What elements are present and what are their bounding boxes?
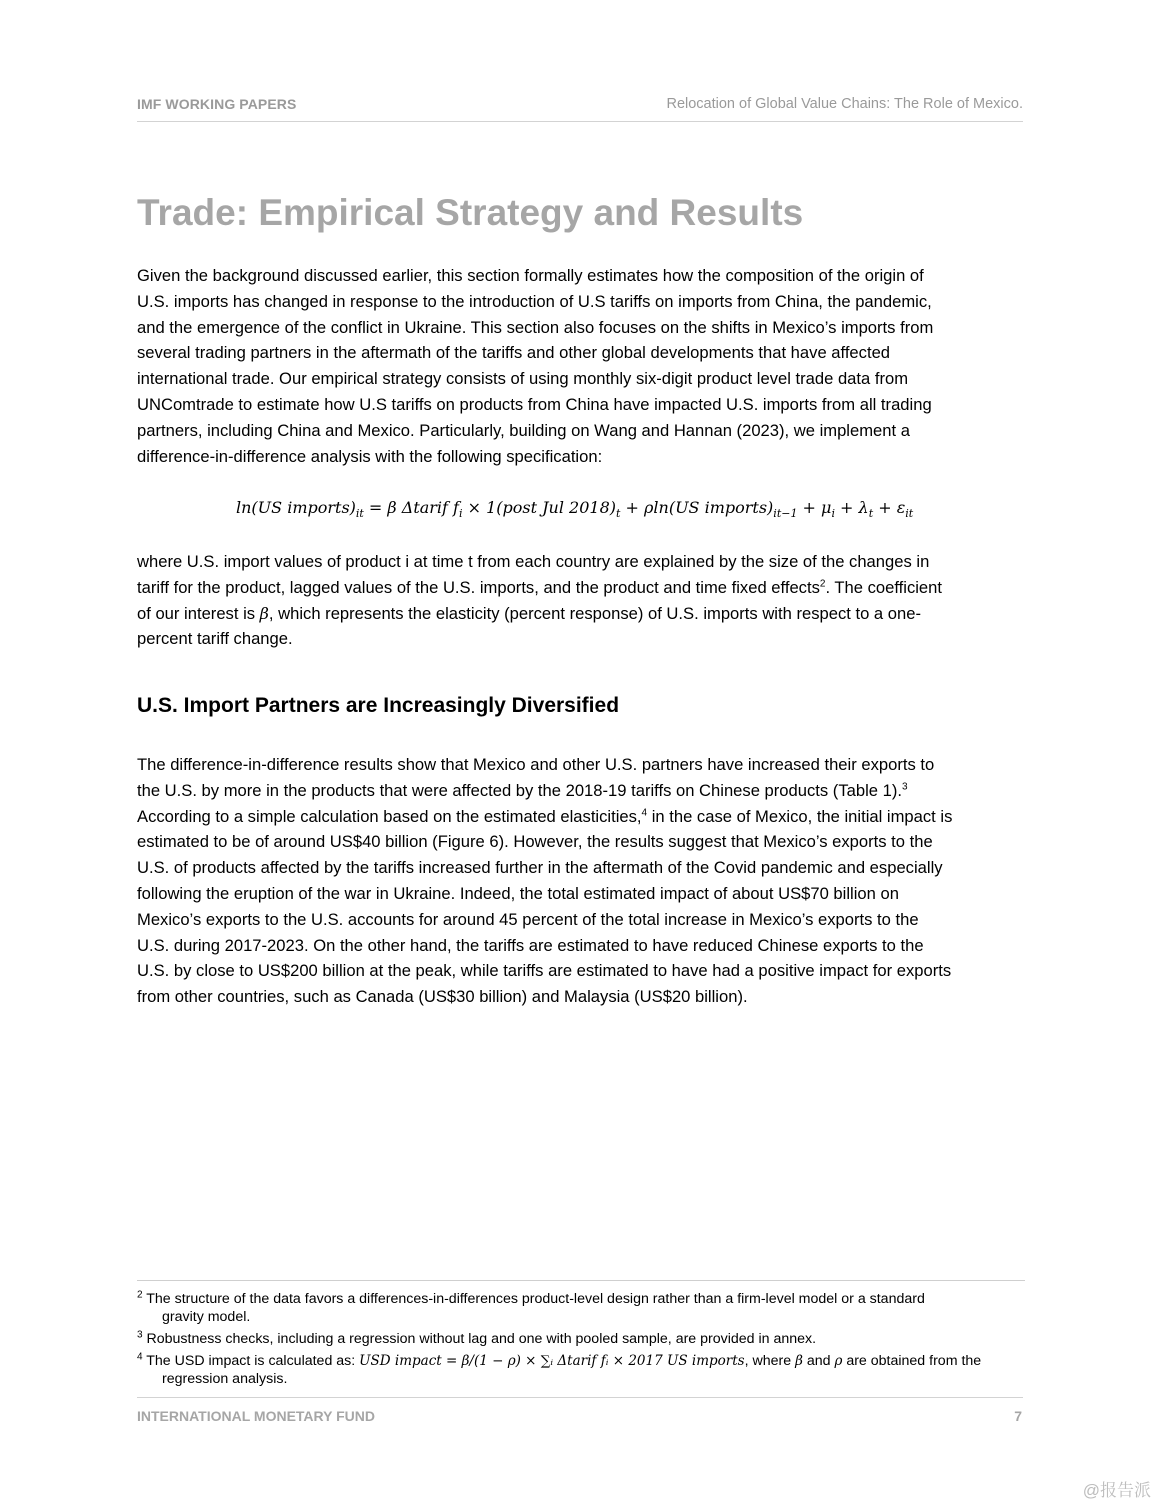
eq-term: × 1(post Jul 2018): [462, 498, 616, 517]
text-line: where U.S. import values of product i at time t from each country are explained by the size of the changes in: [137, 552, 930, 571]
text-line: partners, including China and Mexico. Particularly, building on Wang and Hannan (2023), we implement a: [137, 420, 910, 440]
footnote-text: Robustness checks, including a regression without lag and one with pooled sample, are provided in annex.: [142, 1331, 817, 1347]
text-fragment: in the case of Mexico, the initial impact is: [647, 806, 953, 826]
eq-term: = β Δtarif f: [363, 498, 459, 517]
page-number: 7: [1014, 1408, 1022, 1424]
footnote-text: The structure of the data favors a differences-in-differences product-level design rather than a firm-level model or a standard: [142, 1291, 925, 1307]
text-fragment: of our interest is: [137, 603, 260, 623]
footnote-ref-3[interactable]: 3: [901, 781, 908, 793]
footnote-ref-4[interactable]: 4: [641, 807, 648, 819]
footnote-2: [137, 1290, 1027, 1326]
eq-subscript: t: [616, 507, 621, 521]
footnote-text: regression analysis.: [162, 1371, 288, 1387]
eq-subscript: it−1: [773, 507, 798, 521]
eq-term: ln(US imports): [236, 498, 356, 517]
eq-term: + ρln(US imports): [620, 498, 774, 517]
footnote-number: 2: [137, 1289, 143, 1301]
rho-symbol: ρ: [834, 1353, 843, 1369]
text-line: estimated to be of around US$40 billion (Figure 6). However, the results suggest that Mexico’s exports to the: [137, 832, 933, 852]
text-fragment: , which represents the elasticity (percent response) of U.S. imports with respect to a one-: [268, 603, 921, 623]
text-line: difference-in-difference analysis with the following specification:: [137, 446, 603, 466]
footnote-text: and: [802, 1353, 835, 1369]
eq-term: + ε: [873, 498, 906, 517]
text-fragment: . The coefficient: [825, 577, 942, 597]
footnote-text: are obtained from the: [842, 1353, 982, 1369]
text-line: international trade. Our empirical strategy consists of using monthly six-digit product level trade data from: [137, 369, 909, 389]
text-line: Mexico’s exports to the U.S. accounts for around 45 percent of the total increase in Mexico’s exports to the: [137, 909, 919, 929]
eq-term: + λ: [834, 498, 869, 517]
footnote-text: gravity model.: [162, 1309, 251, 1325]
beta-symbol: β: [259, 603, 269, 623]
text-line: Given the background discussed earlier, this section formally estimates how the composition of the origin of: [137, 266, 924, 285]
text-line: U.S. imports has changed in response to the introduction of U.S tariffs on imports from China, the pandemic,: [137, 291, 932, 311]
footnote-number: 3: [137, 1329, 143, 1341]
text-line: from other countries, such as Canada (US$30 billion) and Malaysia (US$20 billion).: [137, 987, 748, 1007]
eq-subscript: i: [831, 507, 835, 521]
results-paragraph: [137, 752, 1027, 1010]
footer-divider: [137, 1397, 1023, 1398]
running-header-title: Relocation of Global Value Chains: The Role of Mexico.: [666, 96, 1023, 112]
text-line: [137, 575, 1027, 601]
eq-subscript: t: [868, 507, 874, 521]
footer-organization: INTERNATIONAL MONETARY FUND: [137, 1408, 375, 1424]
section-title: Trade: Empirical Strategy and Results: [137, 192, 804, 233]
text-line: several trading partners in the aftermath of the tariffs and other global developments that have affected: [137, 343, 891, 363]
footnote-4: [137, 1352, 1027, 1388]
beta-symbol: β: [795, 1353, 803, 1369]
footnote-ref-2[interactable]: 2: [819, 578, 826, 590]
text-line: following the eruption of the war in Ukraine. Indeed, the total estimated impact of about US$70 billion on: [137, 883, 899, 903]
text-fragment: tariff for the product, lagged values of the U.S. imports, and the product and time fixed effects: [137, 577, 820, 597]
intro-paragraph: [137, 263, 1027, 469]
subsection-title: U.S. Import Partners are Increasingly Diversified: [137, 694, 620, 717]
footnote-number: 4: [137, 1351, 143, 1363]
text-line: U.S. of products affected by the tariffs increased further in the aftermath of the Covid pandemic and especially: [137, 858, 943, 878]
footnote-text: , where: [744, 1353, 796, 1369]
text-line: [137, 778, 1027, 804]
header-divider: [137, 121, 1023, 122]
text-fragment: the U.S. by more in the products that were affected by the 2018-19 tariffs on Chinese products (Table 1).: [137, 780, 902, 800]
equation-explanation-paragraph: [137, 549, 1027, 652]
watermark: @报告派: [1082, 1481, 1151, 1500]
eq-subscript: i: [458, 507, 463, 521]
footnote-divider: [137, 1280, 1025, 1281]
text-line: U.S. during 2017-2023. On the other hand, the tariffs are estimated to have reduced Chinese exports to the: [137, 935, 924, 955]
footnote-3: [137, 1330, 1027, 1348]
eq-term: + μ: [797, 498, 832, 517]
regression-equation: [236, 498, 913, 520]
text-line: UNComtrade to estimate how U.S tariffs on products from China have impacted U.S. imports from all trading: [137, 394, 932, 414]
text-line: [137, 601, 1027, 627]
text-line: The difference-in-difference results show that Mexico and other U.S. partners have increased their exports to: [137, 755, 935, 774]
text-line: U.S. by close to US$200 billion at the peak, while tariffs are estimated to have had a positive impact for exports: [137, 961, 952, 981]
running-header-series: IMF WORKING PAPERS: [137, 96, 297, 112]
text-line: percent tariff change.: [137, 629, 293, 649]
text-line: [137, 804, 1027, 830]
eq-subscript: it: [355, 507, 364, 521]
text-line: and the emergence of the conflict in Ukraine. This section also focuses on the shifts in Mexico’s imports from: [137, 317, 934, 337]
text-fragment: According to a simple calculation based on the estimated elasticities,: [137, 806, 642, 826]
eq-subscript: it: [905, 507, 914, 521]
footnote-text: The USD impact is calculated as:: [142, 1353, 360, 1369]
usd-impact-formula: USD impact = β/(1 − ρ) × ∑ᵢ Δtarif fᵢ × 2017 US imports: [359, 1353, 745, 1369]
